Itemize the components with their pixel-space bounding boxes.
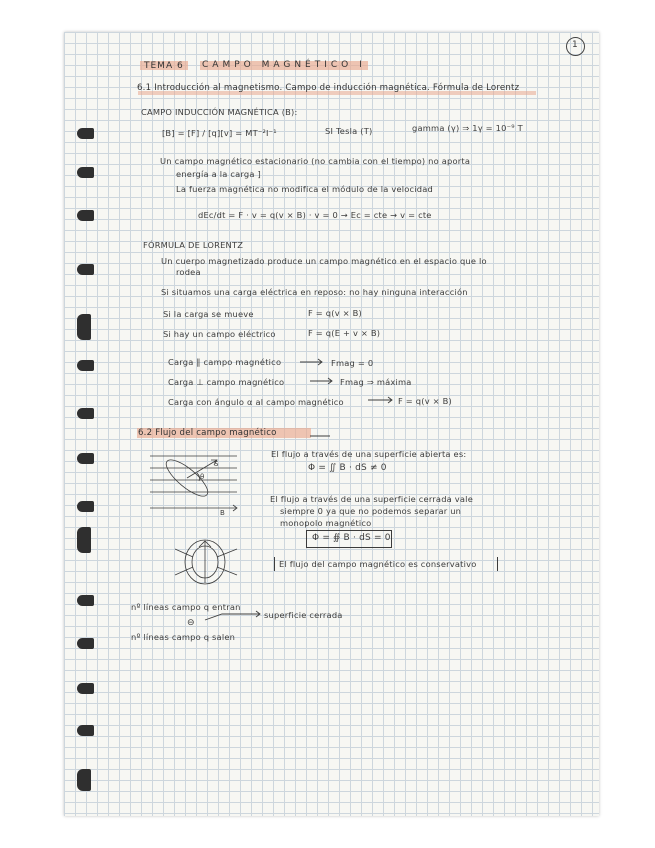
note-closed-surface: superficie cerrada <box>264 610 343 620</box>
minus-symbol: ⊖ <box>187 618 195 628</box>
stationary-line-2: energía a la carga ] <box>176 169 261 179</box>
flux-open-text: El flujo a través de una superficie abierta es: <box>271 449 467 459</box>
lorentz-line-1: Un cuerpo magnetizado produce un campo magnético en el espacio que lo <box>161 256 487 266</box>
lorentz-line-3: Si la carga se mueve <box>163 309 254 319</box>
case-3-result: F = q(v × B) <box>398 396 452 406</box>
flux-closed-text-3: monopolo magnético <box>280 518 372 528</box>
lorentz-formula-4: F = q(E + v × B) <box>308 328 381 338</box>
power-formula: dEc/dt = F · v = q(v × B) · v = 0 → Ec = cte → v = cte <box>198 210 432 220</box>
section-heading-6-2: 6.2 Flujo del campo magnético <box>138 428 277 438</box>
gamma-unit: gamma (γ) ⇒ 1γ = 10⁻⁹ T <box>412 123 523 133</box>
stationary-line-1: Un campo magnético estacionario (no cambia con el tiempo) no aporta <box>160 156 471 166</box>
note-lines-in: nº líneas campo q entran <box>131 602 241 612</box>
case-2-text: Carga ⊥ campo magnético <box>168 377 285 387</box>
lorentz-heading: FÓRMULA DE LORENTZ <box>143 240 244 250</box>
page-title: CAMPO MAGNÉTICO I <box>202 60 366 70</box>
fig-label-b: B <box>220 509 226 517</box>
subheading-campo-induccion: CAMPO INDUCCIÓN MAGNÉTICA (B): <box>141 107 298 117</box>
case-3-text: Carga con ángulo α al campo magnético <box>168 397 344 407</box>
si-unit: SI Tesla (T) <box>325 126 373 136</box>
units-formula: [B] = [F] / [q][v] = MT⁻²I⁻¹ <box>162 128 277 138</box>
case-1-result: Fmag = 0 <box>331 358 374 368</box>
note-lines-out: nº líneas campo q salen <box>131 632 236 642</box>
flux-closed-text-2: siempre 0 ya que no podemos separar un <box>280 506 462 516</box>
conservative-statement: El flujo del campo magnético es conservativo <box>279 559 477 569</box>
case-2-result: Fmag ⇒ máxima <box>340 377 412 387</box>
flux-open-formula: Φ = ∬ B · dS ≠ 0 <box>308 463 387 473</box>
force-line: La fuerza magnética no modifica el módulo de la velocidad <box>176 184 434 194</box>
case-1-text: Carga ∥ campo magnético <box>168 357 282 367</box>
lorentz-formula-3: F = q(v × B) <box>308 308 362 318</box>
tema-label: TEMA 6 <box>144 61 184 71</box>
lorentz-line-2: Si situamos una carga eléctrica en reposo: no hay ninguna interacción <box>161 287 468 297</box>
section-heading-6-1: 6.1 Introducción al magnetismo. Campo de inducción magnética. Fórmula de Lorentz <box>137 83 520 93</box>
fig-label-s: S <box>214 460 219 468</box>
page-number: 1 <box>572 40 578 50</box>
fig-label-theta: θ <box>200 473 205 481</box>
lorentz-line-1b: rodea <box>176 267 201 277</box>
lorentz-line-4: Si hay un campo eléctrico <box>163 329 276 339</box>
flux-closed-text-1: El flujo a través de una superficie cerrada vale <box>270 494 473 504</box>
flux-closed-formula: Φ = ∯ B · dS = 0 <box>312 533 391 543</box>
